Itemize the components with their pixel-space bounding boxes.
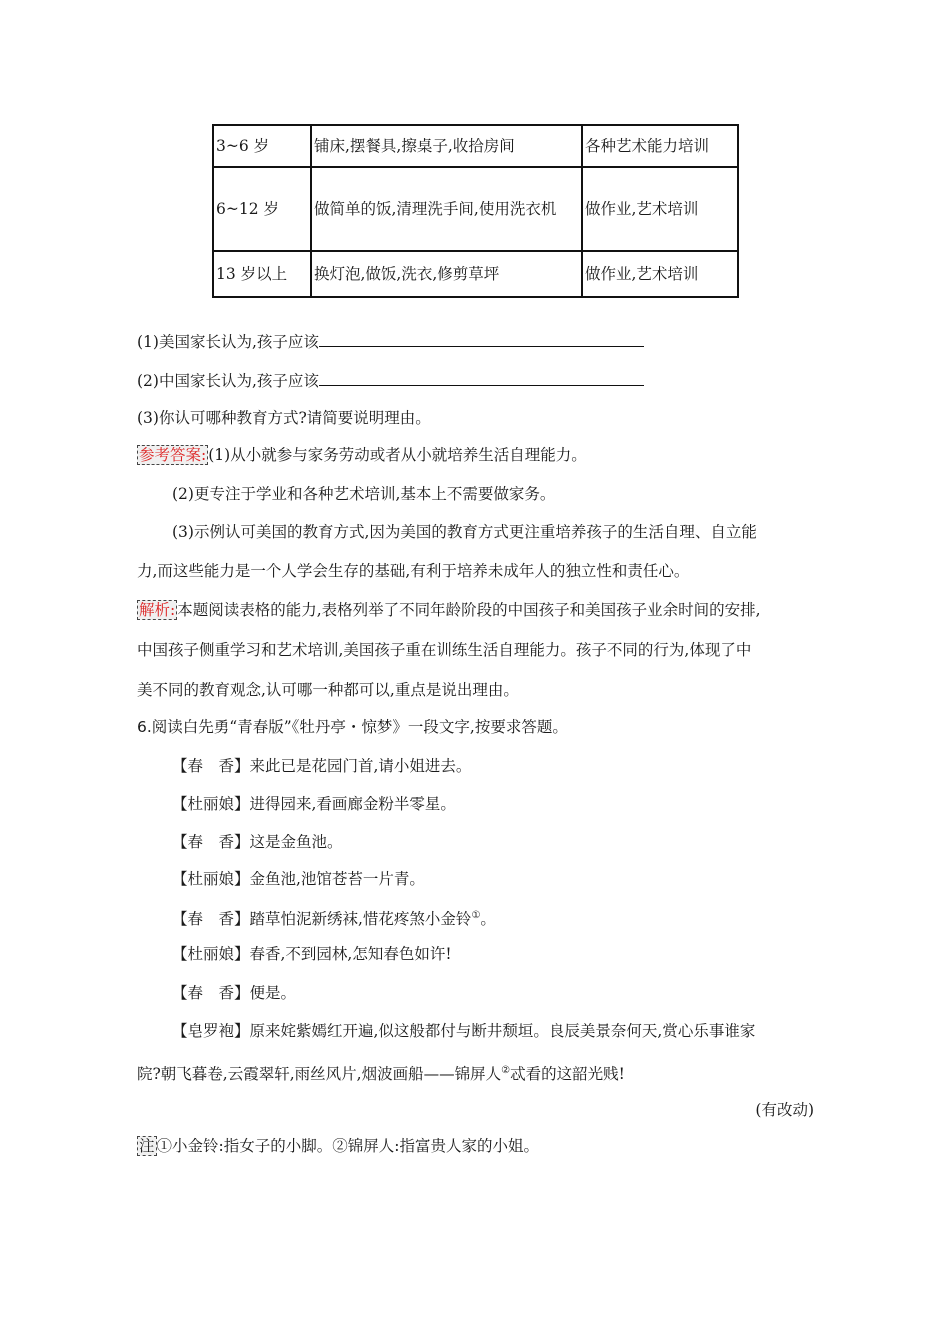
answer-line-2: (2)更专注于学业和各种艺术培训,基本上不需要做家务。 [172, 485, 556, 503]
answer-text-1: (1)从小就参与家务劳动或者从小就培养生活自理能力。 [208, 446, 587, 464]
table-cell: 做作业,艺术培训 [582, 167, 738, 251]
table-cell: 换灯泡,做饭,洗衣,修剪草坪 [311, 251, 582, 297]
table-cell: 做作业,艺术培训 [582, 251, 738, 297]
dialogue-line: 【杜丽娘】进得园来,看画廊金粉半零星。 [172, 795, 456, 813]
dialogue-line [172, 906, 496, 929]
question-2-text: (2)中国家长认为,孩子应该 [137, 372, 319, 390]
table-cell: 铺床,摆餐具,擦桌子,收拾房间 [311, 125, 582, 167]
period: 。 [480, 910, 496, 929]
analysis-line-2: 中国孩子侧重学习和艺术培训,美国孩子重在训练生活自理能力。孩子不同的行为,体现了中 [137, 641, 752, 659]
answer-blank-2[interactable] [319, 370, 644, 386]
analysis-line-1 [137, 600, 761, 620]
question-number: 6. [137, 718, 152, 736]
dialogue-line: 【春 香】来此已是花园门首,请小姐进去。 [172, 757, 472, 775]
question-3: (3)你认可哪种教育方式?请简要说明理由。 [137, 409, 431, 427]
answer-line-3: (3)示例认可美国的教育方式,因为美国的教育方式更注重培养孩子的生活自理、自立能 [172, 523, 757, 541]
table-row [213, 167, 738, 251]
question-1 [137, 331, 644, 352]
song-line-1: 【皂罗袍】原来姹紫嫣红开遍,似这般都付与断井颓垣。良辰美景奈何天,赏心乐事谁家 [172, 1022, 756, 1040]
activity-table [212, 124, 739, 298]
table-row [213, 251, 738, 297]
answer-line-1 [137, 445, 587, 465]
answer-blank-1[interactable] [319, 331, 644, 347]
table-cell: 各种艺术能力培训 [582, 125, 738, 167]
table-cell: 做简单的饭,清理洗手间,使用洗衣机 [311, 167, 582, 251]
dialogue-line: 【春 香】这是金鱼池。 [172, 833, 343, 851]
table-row [213, 125, 738, 167]
song-text-b: 忒看的这韶光贱! [510, 1065, 625, 1084]
answer-line-4: 力,而这些能力是一个人学会生存的基础,有利于培养未成年人的独立性和责任心。 [137, 562, 690, 580]
table-cell: 3~6 岁 [213, 125, 311, 167]
song-text-a: 院?朝飞暮卷,云霞翠轩,雨丝风片,烟波画船——锦屏人 [137, 1065, 502, 1084]
dialogue-line: 【杜丽娘】金鱼池,池馆苍苔一片青。 [172, 870, 425, 888]
song-line-2 [137, 1061, 625, 1084]
question-2 [137, 370, 644, 391]
analysis-label: 解析: [139, 601, 176, 619]
dialogue-text: 【春 香】踏草怕泥新绣袜,惜花疼煞小金铃 [172, 910, 472, 929]
source-note: (有改动) [755, 1101, 814, 1119]
question-6-text: 阅读白先勇“青春版”《牡丹亭・惊梦》一段文字,按要求答题。 [151, 718, 568, 736]
analysis-line-3: 美不同的教育观念,认可哪一种都可以,重点是说出理由。 [137, 681, 519, 699]
dialogue-line: 【春 香】便是。 [172, 984, 297, 1002]
question-1-text: (1)美国家长认为,孩子应该 [137, 333, 319, 351]
table-cell: 6~12 岁 [213, 167, 311, 251]
note-label: 注 [139, 1137, 155, 1155]
dialogue-line: 【杜丽娘】春香,不到园林,怎知春色如许! [172, 945, 452, 963]
footnote-line [137, 1136, 539, 1156]
answer-label: 参考答案: [139, 446, 207, 464]
table-cell: 13 岁以上 [213, 251, 311, 297]
footnote-marker-2: ② [501, 1065, 511, 1076]
note-text: ①小金铃:指女子的小脚。②锦屏人:指富贵人家的小姐。 [156, 1137, 539, 1155]
footnote-marker-1: ① [471, 910, 481, 921]
question-6-prompt [137, 717, 568, 737]
analysis-text-1: 本题阅读表格的能力,表格列举了不同年龄阶段的中国孩子和美国孩子业余时间的安排, [177, 601, 761, 619]
